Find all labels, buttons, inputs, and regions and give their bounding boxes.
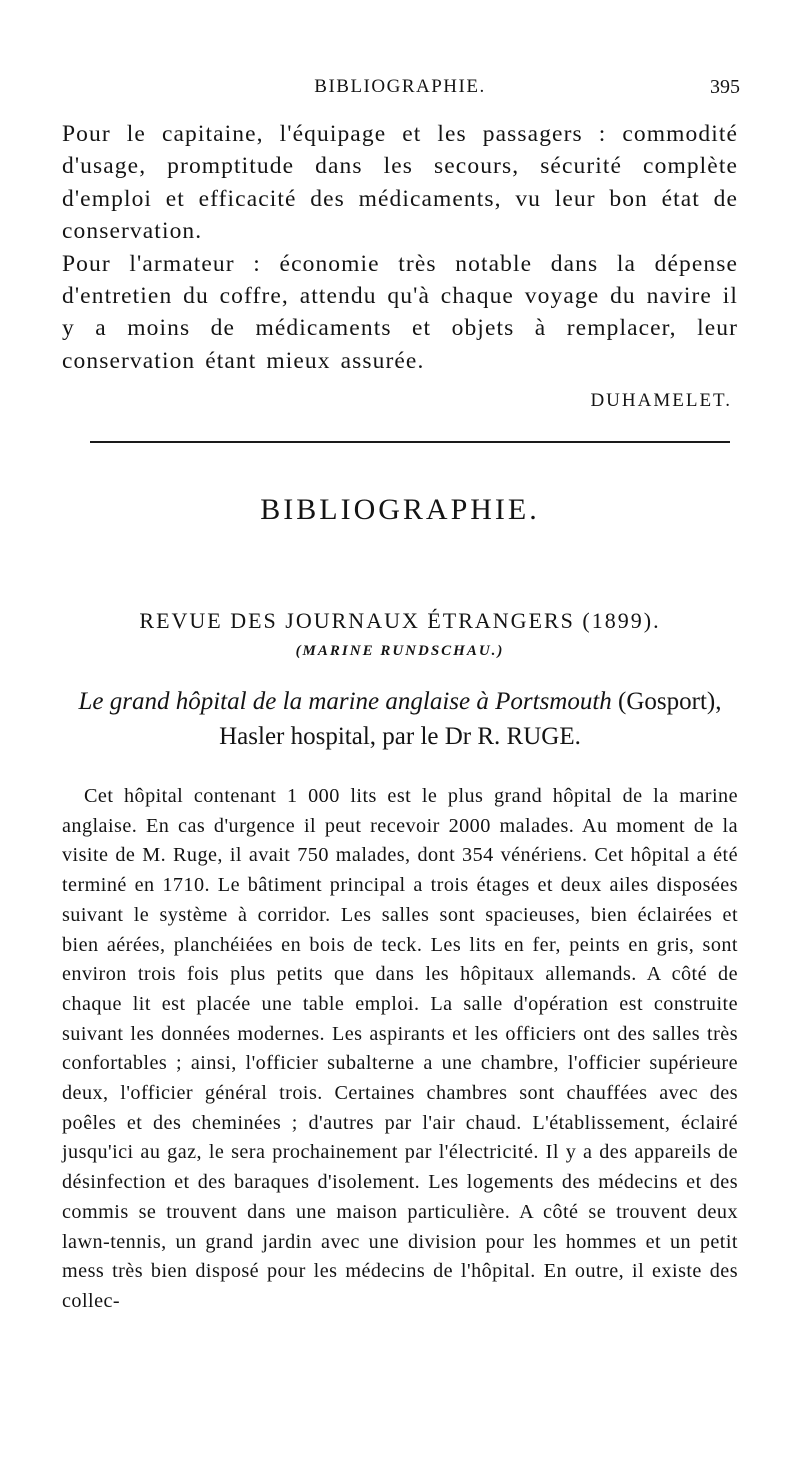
review-source: (MARINE RUNDSCHAU.) <box>295 643 505 659</box>
article-title-italic: Le grand hôpital de la marine anglaise à Portsmouth <box>78 688 612 715</box>
previous-article-ending <box>62 118 738 377</box>
section-divider <box>90 441 730 443</box>
running-title: BIBLIOGRAPHIE. <box>314 76 486 97</box>
article-body <box>62 782 738 1317</box>
article-title-roman: (Gosport), Hasler hospital, par le Dr R. RUGE. <box>219 688 722 750</box>
paragraph-shipowner: Pour l'armateur : économie très notable dans la dépense d'entretien du coffre, attendu qu'à chaque voyage du navire il y a moins de médicaments et objets à remplacer, leur conservation étant mieux assurée. <box>62 250 738 374</box>
running-head <box>60 76 740 102</box>
section-title: BIBLIOGRAPHIE. <box>260 493 540 526</box>
paragraph-captain: Pour le capitaine, l'équipage et les passagers : commodité d'usage, promptitude dans les secours, sécurité complète d'emploi et efficacité des médicaments, vu leur bon état de conservation. <box>62 121 738 245</box>
article-title <box>62 684 738 754</box>
review-title: REVUE DES JOURNAUX ÉTRANGERS (1899). <box>139 608 661 633</box>
page-number: 395 <box>710 76 740 98</box>
author-signature: DUHAMELET. <box>590 390 732 411</box>
article-paragraph: Cet hôpital contenant 1 000 lits est le plus grand hôpital de la marine anglaise. En cas d'urgence il peut recevoir 2000 malades. Au moment de la visite de M. Ruge, il avait 750 malades, dont 354 vénériens. Cet hôpital a été terminé en 1710. Le bâtiment principal a trois étages et deux ailes disposées suivant le système à corridor. Les salles sont spacieuses, bien éclairées et bien aérées, planchéiées en bois de teck. Les lits en fer, peints en gris, sont environ trois fois plus petits que dans les hôpitaux allemands. A côté de chaque lit est placée une table emploi. La salle d'opération est construite suivant les données modernes. Les aspirants et les officiers ont des salles très confortables ; ainsi, l'officier subalterne a une chambre, l'officier supérieure deux, l'officier général trois. Certaines chambres sont chauffées avec des poêles et des cheminées ; d'autres par l'air chaud. L'établissement, éclairé jusqu'ici au gaz, le sera prochainement par l'électricité. Il y a des appareils de désinfection et des baraques d'isolement. Les logements des médecins et des commis se trouvent dans une maison particulière. A côté se trouvent deux lawn-tennis, un grand jardin avec une division pour les hommes et un petit mess très bien disposé pour les médecins de l'hôpital. En outre, il existe des collec- <box>62 785 738 1312</box>
